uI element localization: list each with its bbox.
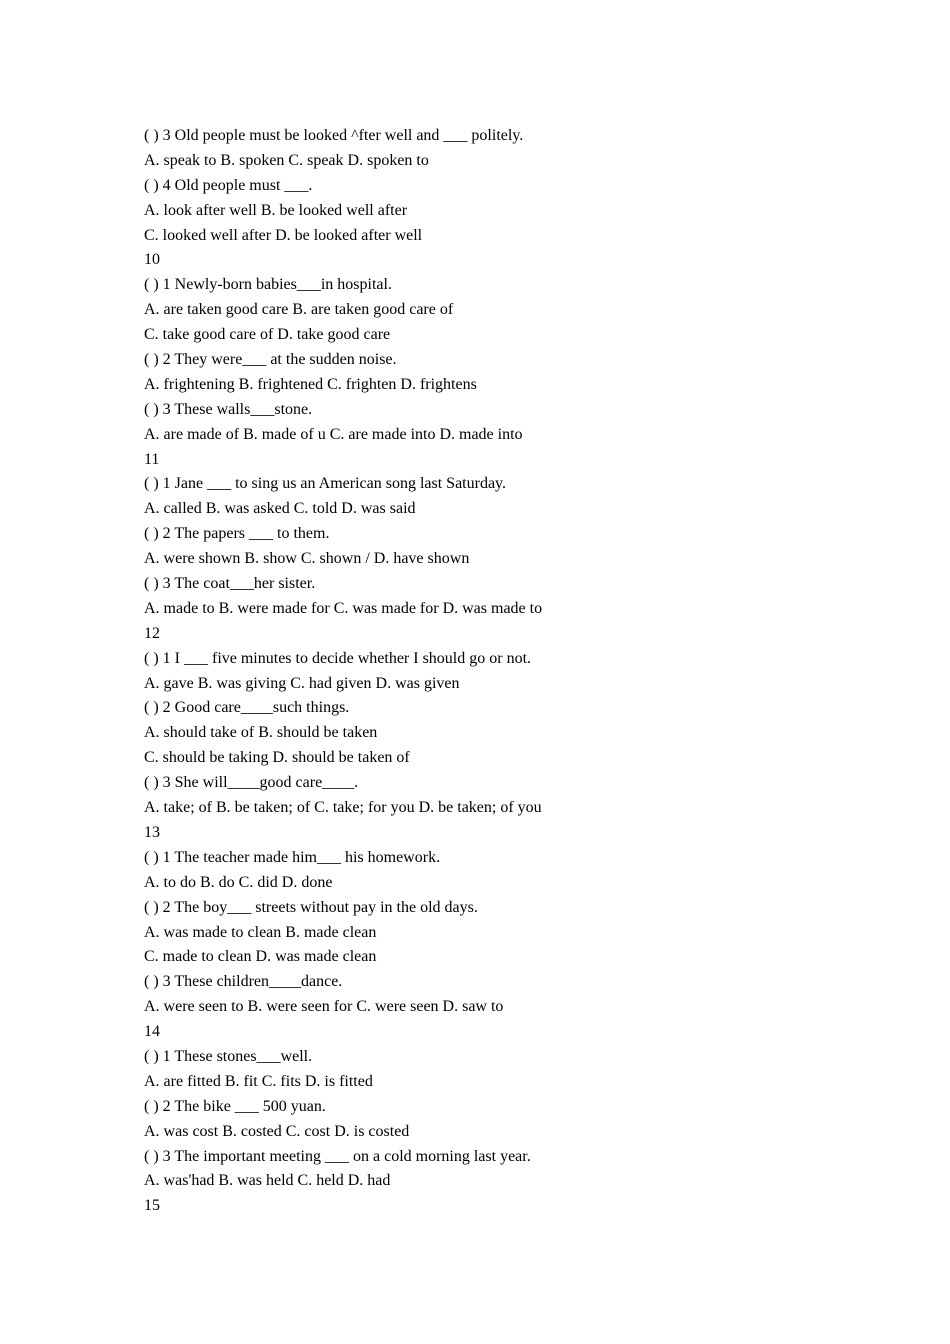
answer-options: A. were shown B. show C. shown / D. have shown	[144, 550, 470, 568]
question-text: ( ) 4 Old people must ___.	[144, 176, 313, 194]
answer-options: A. to do B. do C. did D. done	[144, 873, 333, 891]
answer-options: A. look after well B. be looked well after	[144, 201, 408, 219]
section-number: 11	[144, 450, 160, 468]
answer-options: C. looked well after D. be looked after well	[144, 226, 423, 244]
section-number: 12	[144, 624, 160, 642]
section-number: 13	[144, 823, 160, 841]
answer-options: C. should be taking D. should be taken of	[144, 749, 410, 767]
question-text: ( ) 1 These stones___well.	[144, 1047, 313, 1065]
question-text: ( ) 2 They were___ at the sudden noise.	[144, 351, 397, 369]
question-text: ( ) 3 These walls___stone.	[144, 400, 313, 418]
answer-options: A. take; of B. be taken; of C. take; for you D. be taken; of you	[144, 799, 542, 817]
question-text: ( ) 1 Newly-born babies___in hospital.	[144, 276, 392, 294]
answer-options: C. made to clean D. was made clean	[144, 948, 377, 966]
answer-options: A. are fitted B. fit C. fits D. is fitted	[144, 1072, 373, 1090]
question-text: ( ) 1 Jane ___ to sing us an American song last Saturday.	[144, 475, 507, 493]
answer-options: A. gave B. was giving C. had given D. was given	[144, 674, 460, 692]
question-text: ( ) 2 The bike ___ 500 yuan.	[144, 1097, 326, 1115]
question-text: ( ) 3 She will____good care____.	[144, 774, 359, 792]
answer-options: A. are taken good care B. are taken good care of	[144, 301, 454, 319]
section-number: 15	[144, 1197, 160, 1215]
answer-options: A. made to B. were made for C. was made for D. was made to	[144, 599, 543, 617]
question-text: ( ) 2 The papers ___ to them.	[144, 525, 330, 543]
question-text: ( ) 1 The teacher made him___ his homework.	[144, 848, 441, 866]
answer-options: A. was'had B. was held C. held D. had	[144, 1172, 391, 1190]
question-text: ( ) 3 The coat___her sister.	[144, 575, 316, 593]
answer-options: A. called B. was asked C. told D. was said	[144, 500, 416, 518]
question-text: ( ) 1 I ___ five minutes to decide whether I should go or not.	[144, 649, 532, 667]
answer-options: A. speak to B. spoken C. speak D. spoken to	[144, 151, 429, 169]
answer-options: A. were seen to B. were seen for C. were seen D. saw to	[144, 998, 504, 1016]
answer-options: A. frightening B. frightened C. frighten D. frightens	[144, 375, 477, 393]
question-text: ( ) 3 These children____dance.	[144, 973, 343, 991]
question-text: ( ) 2 Good care____such things.	[144, 699, 350, 717]
question-text: ( ) 2 The boy___ streets without pay in the old days.	[144, 898, 478, 916]
section-number: 10	[144, 251, 160, 269]
section-number: 14	[144, 1023, 160, 1041]
question-text: ( ) 3 The important meeting ___ on a cold morning last year.	[144, 1147, 531, 1165]
answer-options: C. take good care of D. take good care	[144, 326, 391, 344]
answer-options: A. was made to clean B. made clean	[144, 923, 377, 941]
answer-options: A. are made of B. made of u C. are made into D. made into	[144, 425, 523, 443]
answer-options: A. should take of B. should be taken	[144, 724, 378, 742]
answer-options: A. was cost B. costed C. cost D. is costed	[144, 1122, 410, 1140]
document-body	[144, 124, 844, 1219]
question-text: ( ) 3 Old people must be looked ^fter well and ___ politely.	[144, 127, 524, 144]
